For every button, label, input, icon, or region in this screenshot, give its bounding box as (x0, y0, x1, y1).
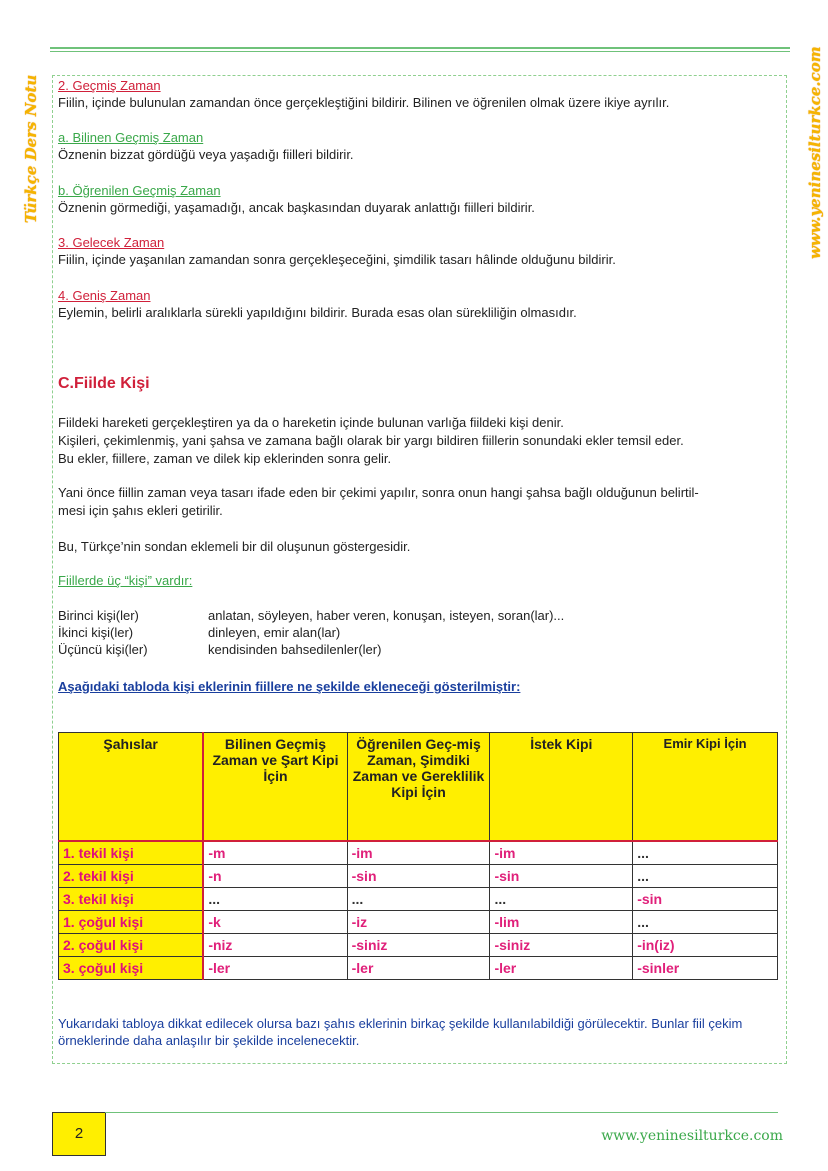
suffix-cell: ... (347, 888, 490, 911)
suffix-cell: ... (633, 865, 778, 888)
suffix-cell: -in(iz) (633, 934, 778, 957)
paragraph-line: mesi için şahıs ekleri getirilir. (58, 503, 223, 518)
footer-url: www.yeninesilturkce.com (601, 1128, 783, 1144)
suffix-cell: -iz (347, 911, 490, 934)
section-text: Eylemin, belirli aralıklarla sürekli yapıldığını bildirir. Burada esas olan sürekliliğin olmasıdır. (58, 305, 577, 320)
person-row (58, 641, 381, 658)
side-title-left: Türkçe Ders Notu (22, 74, 40, 224)
table-row (59, 865, 778, 888)
suffix-cell: -k (203, 911, 347, 934)
person-cell: 3. çoğul kişi (59, 957, 204, 980)
suffix-cell: -sin (347, 865, 490, 888)
section-title: a. Bilinen Geçmiş Zaman (58, 130, 204, 145)
top-divider (50, 47, 790, 52)
suffix-cell: -ler (490, 957, 633, 980)
suffix-cell: -im (347, 841, 490, 865)
note-paragraph: Yukarıdaki tabloya dikkat edilecek olursa bazı şahıs eklerinin birkaç şekilde kullanılabildiği görülecektir. Bunlar fiil çekim örneklerinde daha anlaşılır bir şekilde incelenecektir. (58, 1016, 743, 1048)
table-header: İstek Kipi (490, 733, 633, 842)
paragraph-line: Kişileri, çekimlenmiş, yani şahsa ve zamana bağlı olarak bir yargı bildiren fiillerin sonundaki ekler temsil eder. (58, 433, 684, 448)
suffix-cell: ... (633, 841, 778, 865)
suffix-cell: -sin (633, 888, 778, 911)
paragraph-line: Bu ekler, fiillere, zaman ve dilek kip eklerinden sonra gelir. (58, 451, 392, 466)
person-cell: 1. çoğul kişi (59, 911, 204, 934)
person-row (58, 624, 340, 641)
person-label: Üçüncü kişi(ler) (58, 642, 148, 657)
suffix-cell: -sinler (633, 957, 778, 980)
table-header: Emir Kipi İçin (633, 733, 778, 842)
section-title: b. Öğrenilen Geçmiş Zaman (58, 183, 221, 198)
table-row (59, 888, 778, 911)
table-row (59, 957, 778, 980)
section-title: 3. Gelecek Zaman (58, 235, 165, 250)
table-header: Bilinen Geçmiş Zaman ve Şart Kipi İçin (203, 733, 347, 842)
paragraph-line: Bu, Türkçe’nin sondan eklemeli bir dil oluşunun göstergesidir. (58, 539, 411, 554)
suffix-cell: ... (203, 888, 347, 911)
person-cell: 1. tekil kişi (59, 841, 204, 865)
table-header: Öğrenilen Geç-miş Zaman, Şimdiki Zaman ve Gereklilik Kipi İçin (347, 733, 490, 842)
table-row (59, 841, 778, 865)
section-text: Fiilin, içinde bulunulan zamandan önce gerçekleştiğini bildirir. Bilinen ve öğrenilen olmak üzere ikiye ayrılır. (58, 95, 670, 110)
person-desc: kendisinden bahsedilenler(ler) (208, 642, 382, 657)
suffix-cell: -ler (203, 957, 347, 980)
section-text: Öznenin bizzat gördüğü veya yaşadığı fiilleri bildirir. (58, 147, 354, 162)
suffix-cell: ... (490, 888, 633, 911)
suffix-cell: -ler (347, 957, 490, 980)
suffix-cell: -niz (203, 934, 347, 957)
person-label: Birinci kişi(ler) (58, 608, 139, 623)
footer-divider (105, 1112, 778, 1113)
section-text: Fiilin, içinde yaşanılan zamandan sonra gerçekleşeceğini, şimdilik tasarı hâlinde olduğunu bildirir. (58, 252, 616, 267)
paragraph-line: Yani önce fiillin zaman veya tasarı ifade eden bir çekimi yapılır, sonra onun hangi şahsa bağlı olduğunun belirtil- (58, 485, 699, 500)
heading: C.Fiilde Kişi (58, 375, 150, 392)
suffix-cell: -m (203, 841, 347, 865)
suffix-cell: -siniz (490, 934, 633, 957)
suffix-cell: -siniz (347, 934, 490, 957)
table-row (59, 911, 778, 934)
person-cell: 3. tekil kişi (59, 888, 204, 911)
page-number: 2 (52, 1112, 106, 1156)
section-title: 2. Geçmiş Zaman (58, 78, 161, 93)
person-cell: 2. çoğul kişi (59, 934, 204, 957)
paragraph-line: Fiildeki hareketi gerçekleştiren ya da o hareketin içinde bulunan varlığa fiildeki kişi denir. (58, 415, 564, 430)
table-header: Şahıslar (59, 733, 204, 842)
section-title: 4. Geniş Zaman (58, 288, 151, 303)
table-row (59, 934, 778, 957)
suffix-cell: -im (490, 841, 633, 865)
person-desc: anlatan, söyleyen, haber veren, konuşan, isteyen, soran(lar)... (208, 608, 565, 623)
suffix-cell: ... (633, 911, 778, 934)
person-label: İkinci kişi(ler) (58, 625, 134, 640)
person-suffix-table (58, 732, 778, 980)
suffix-cell: -lim (490, 911, 633, 934)
table-title: Aşağıdaki tabloda kişi eklerinin fiillere ne şekilde ekleneceği gösterilmiştir: (58, 679, 521, 694)
person-row (58, 607, 564, 624)
person-cell: 2. tekil kişi (59, 865, 204, 888)
person-desc: dinleyen, emir alan(lar) (208, 625, 341, 640)
table-header-row (59, 733, 778, 842)
section-text: Öznenin görmediği, yaşamadığı, ancak başkasından duyarak anlattığı fiilleri bildirir. (58, 200, 535, 215)
suffix-cell: -sin (490, 865, 633, 888)
side-url-right: www.yeninesilturkce.com (806, 46, 824, 259)
persons-title: Fiillerde üç “kişi” vardır: (58, 573, 193, 588)
suffix-cell: -n (203, 865, 347, 888)
